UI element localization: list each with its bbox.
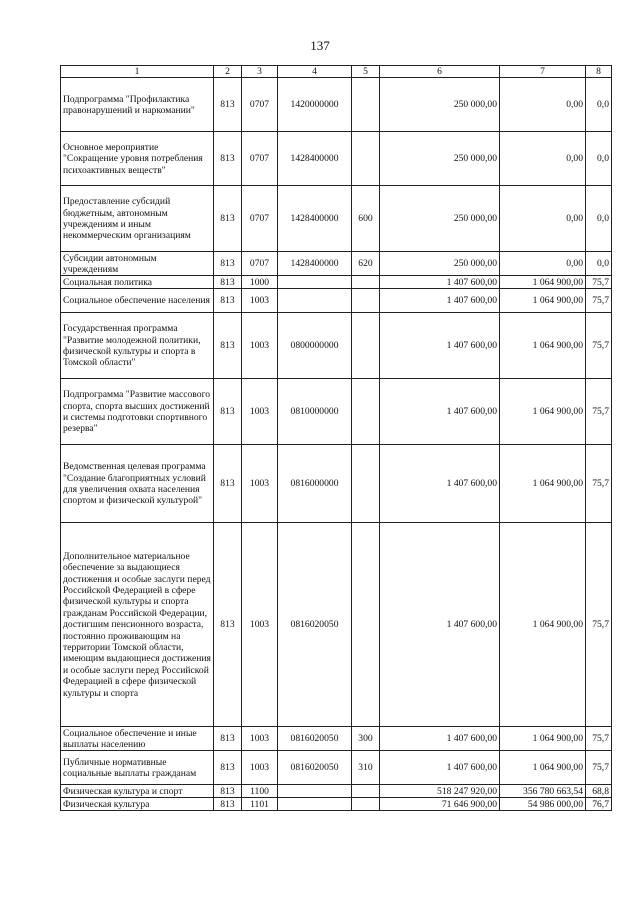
page-number: 137 [310,38,330,53]
cell-name: Ведомственная целевая программа "Создание благоприятных условий для увеличения охвата населения спортом и физической культурой" [61,445,214,523]
column-header: 3 [242,66,278,78]
cell-name: Физическая культура и спорт [61,785,214,798]
cell-expense-type: 310 [352,751,380,785]
cell-section-code: 1003 [242,313,278,379]
cell-name: Основное мероприятие "Сокращение уровня потребления психоактивных веществ" [61,132,214,186]
budget-table [60,65,612,811]
cell-executed-amount: 1 064 900,00 [500,523,586,727]
table-row [61,445,612,523]
cell-admin-code: 813 [214,445,242,523]
cell-executed-amount: 1 064 900,00 [500,751,586,785]
cell-expense-type [352,276,380,289]
table-row [61,751,612,785]
cell-expense-type [352,798,380,811]
cell-expense-type [352,313,380,379]
cell-percent: 75,7 [586,751,612,785]
cell-admin-code: 813 [214,252,242,276]
cell-executed-amount: 54 986 000,00 [500,798,586,811]
cell-name: Социальная политика [61,276,214,289]
column-header: 2 [214,66,242,78]
cell-name: Социальное обеспечение и иные выплаты населению [61,727,214,751]
cell-executed-amount: 0,00 [500,186,586,252]
cell-planned-amount: 1 407 600,00 [380,276,500,289]
cell-planned-amount: 250 000,00 [380,132,500,186]
cell-admin-code: 813 [214,313,242,379]
cell-target-article: 1428400000 [278,186,352,252]
cell-expense-type [352,785,380,798]
cell-planned-amount: 518 247 920,00 [380,785,500,798]
cell-planned-amount: 1 407 600,00 [380,445,500,523]
cell-admin-code: 813 [214,289,242,313]
cell-planned-amount: 1 407 600,00 [380,523,500,727]
cell-name: Государственная программа "Развитие молодежной политики, физической культуры и спорта в Томской области" [61,313,214,379]
table-row [61,313,612,379]
column-header: 5 [352,66,380,78]
cell-name: Подпрограмма "Профилактика правонарушений и наркомании" [61,78,214,132]
cell-admin-code: 813 [214,186,242,252]
cell-executed-amount: 1 064 900,00 [500,289,586,313]
table-row [61,727,612,751]
cell-percent: 0,0 [586,78,612,132]
cell-section-code: 1100 [242,785,278,798]
cell-name: Предоставление субсидий бюджетным, автономным учреждениям и иным некоммерческим организациям [61,186,214,252]
cell-target-article: 0816000000 [278,445,352,523]
cell-expense-type [352,289,380,313]
cell-admin-code: 813 [214,132,242,186]
cell-executed-amount: 0,00 [500,132,586,186]
cell-percent: 75,7 [586,727,612,751]
column-header: 7 [500,66,586,78]
cell-admin-code: 813 [214,785,242,798]
table-row [61,252,612,276]
cell-target-article: 1428400000 [278,252,352,276]
cell-name: Подпрограмма "Развитие массового спорта, спорта высших достижений и системы подготовки спортивного резерва" [61,379,214,445]
cell-percent: 0,0 [586,186,612,252]
cell-target-article: 1420000000 [278,78,352,132]
cell-percent: 75,7 [586,379,612,445]
cell-executed-amount: 0,00 [500,78,586,132]
table-row [61,132,612,186]
cell-section-code: 0707 [242,186,278,252]
cell-planned-amount: 1 407 600,00 [380,289,500,313]
cell-section-code: 0707 [242,252,278,276]
cell-percent: 0,0 [586,252,612,276]
table-row [61,186,612,252]
table-row [61,289,612,313]
cell-percent: 68,8 [586,785,612,798]
cell-target-article [278,798,352,811]
cell-expense-type [352,379,380,445]
cell-percent: 75,7 [586,445,612,523]
cell-executed-amount: 1 064 900,00 [500,727,586,751]
cell-admin-code: 813 [214,78,242,132]
table-row [61,798,612,811]
cell-admin-code: 813 [214,276,242,289]
table-row [61,523,612,727]
column-header: 8 [586,66,612,78]
cell-target-article: 0810000000 [278,379,352,445]
cell-percent: 75,7 [586,289,612,313]
cell-expense-type [352,132,380,186]
cell-expense-type: 300 [352,727,380,751]
cell-name: Дополнительное материальное обеспечение за выдающиеся достижения и особые заслуги перед Российской Федерацией в сфере физической культуры и спорта гражданам Российской Федерации, достигшим пенсионного возраста, постоянно проживающим на территории Томской области, имеющим выдающиеся достижения и особые заслуги перед Российской Федерацией в сфере физической культуры и спорта [61,523,214,727]
cell-executed-amount: 356 780 663,54 [500,785,586,798]
table-row [61,785,612,798]
cell-section-code: 1003 [242,727,278,751]
cell-expense-type: 620 [352,252,380,276]
cell-planned-amount: 1 407 600,00 [380,751,500,785]
cell-percent: 76,7 [586,798,612,811]
cell-admin-code: 813 [214,379,242,445]
cell-percent: 75,7 [586,276,612,289]
table-row [61,78,612,132]
cell-name: Физическая культура [61,798,214,811]
cell-planned-amount: 250 000,00 [380,78,500,132]
cell-target-article [278,785,352,798]
cell-executed-amount: 1 064 900,00 [500,445,586,523]
cell-section-code: 1003 [242,751,278,785]
cell-admin-code: 813 [214,751,242,785]
cell-name: Публичные нормативные социальные выплаты гражданам [61,751,214,785]
cell-expense-type [352,523,380,727]
cell-percent: 75,7 [586,313,612,379]
table-row [61,276,612,289]
cell-section-code: 1003 [242,289,278,313]
cell-target-article [278,276,352,289]
cell-planned-amount: 71 646 900,00 [380,798,500,811]
cell-target-article: 0816020050 [278,751,352,785]
cell-percent: 75,7 [586,523,612,727]
cell-admin-code: 813 [214,523,242,727]
cell-name: Социальное обеспечение населения [61,289,214,313]
cell-expense-type: 600 [352,186,380,252]
column-header: 4 [278,66,352,78]
cell-target-article: 0800000000 [278,313,352,379]
cell-name: Субсидии автономным учреждениям [61,252,214,276]
cell-section-code: 1003 [242,379,278,445]
column-header: 6 [380,66,500,78]
cell-section-code: 0707 [242,132,278,186]
cell-section-code: 0707 [242,78,278,132]
cell-executed-amount: 1 064 900,00 [500,276,586,289]
cell-section-code: 1003 [242,445,278,523]
cell-executed-amount: 1 064 900,00 [500,379,586,445]
cell-section-code: 1101 [242,798,278,811]
cell-admin-code: 813 [214,727,242,751]
cell-planned-amount: 250 000,00 [380,252,500,276]
cell-admin-code: 813 [214,798,242,811]
cell-executed-amount: 1 064 900,00 [500,313,586,379]
column-header: 1 [61,66,214,78]
cell-target-article: 1428400000 [278,132,352,186]
table-body [61,78,612,811]
cell-target-article [278,289,352,313]
cell-expense-type [352,78,380,132]
cell-target-article: 0816020050 [278,727,352,751]
column-number-row [61,66,612,78]
table-row [61,379,612,445]
cell-planned-amount: 1 407 600,00 [380,313,500,379]
cell-target-article: 0816020050 [278,523,352,727]
cell-executed-amount: 0,00 [500,252,586,276]
cell-planned-amount: 1 407 600,00 [380,379,500,445]
cell-planned-amount: 250 000,00 [380,186,500,252]
cell-section-code: 1003 [242,523,278,727]
cell-expense-type [352,445,380,523]
cell-planned-amount: 1 407 600,00 [380,727,500,751]
cell-percent: 0,0 [586,132,612,186]
cell-section-code: 1000 [242,276,278,289]
